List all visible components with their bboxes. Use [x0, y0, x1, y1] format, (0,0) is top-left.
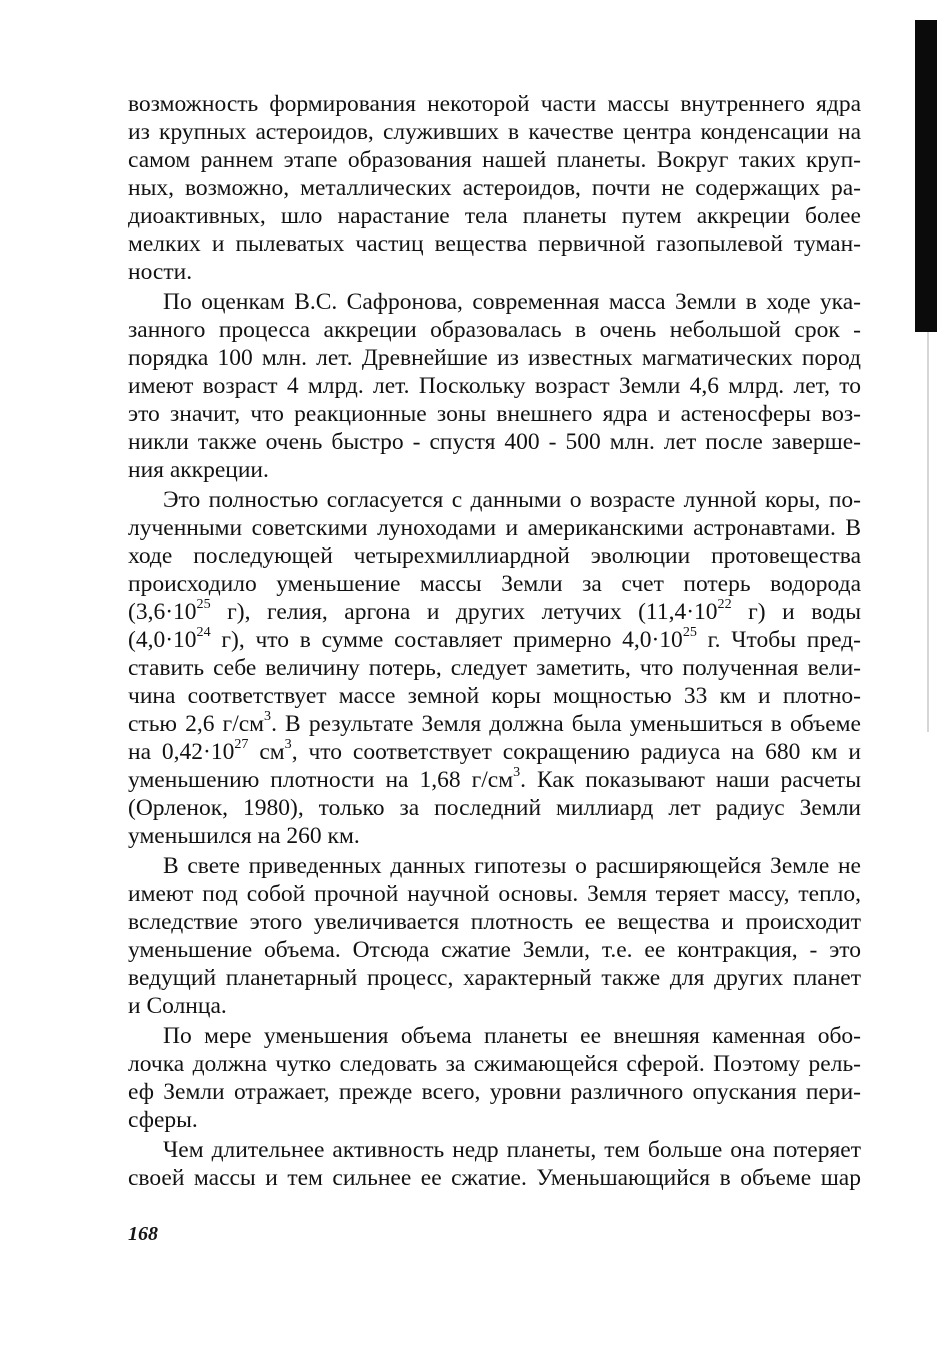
text-run: стью 2,6 г/см — [128, 711, 265, 737]
text-line: диоактивных, шло нарастание тела планеты путем аккреции более — [128, 203, 861, 229]
text-line: ведущий планетарный процесс, характерный также для других планет — [128, 965, 861, 991]
text-line: порядка 100 млн. лет. Древнейшие из известных магматических пород — [128, 345, 861, 371]
text-run: г. Чтобы пред- — [696, 627, 861, 653]
superscript: 27 — [234, 736, 249, 753]
scan-edge-line — [927, 332, 929, 732]
text-line: имеют под собой прочной научной основы. Земля теряет массу, тепло, — [128, 881, 861, 907]
superscript: 3 — [513, 764, 521, 781]
superscript: 25 — [682, 624, 697, 641]
superscript: 24 — [196, 624, 211, 641]
text-line: ности. — [128, 259, 193, 285]
paragraph — [128, 486, 861, 850]
text-run: (3,6·10 — [128, 599, 197, 625]
text-line — [128, 710, 861, 738]
text-line: ния аккреции. — [128, 457, 269, 483]
paragraph — [128, 288, 861, 484]
text-line: По мере уменьшения объема планеты ее внешняя каменная обо- — [163, 1023, 861, 1049]
paragraph — [128, 1022, 861, 1134]
paragraph — [128, 90, 861, 286]
text-line: сферы. — [128, 1107, 198, 1133]
text-line: ходе последующей четырехмиллиардной эволюции протовещества — [128, 543, 861, 569]
text-run: , что соответствует сокращению радиуса на 680 км и — [291, 739, 861, 765]
text-line — [128, 738, 861, 766]
text-run: . В результате Земля должна была уменьшиться в объеме — [271, 711, 861, 737]
text-line: еф Земли отражает, прежде всего, уровни различного опускания пери- — [128, 1079, 861, 1105]
text-line: это значит, что реакционные зоны внешнего ядра и астеносферы воз- — [128, 401, 861, 427]
text-run: (4,0·10 — [128, 627, 197, 653]
text-run: на 0,42·10 — [128, 739, 235, 765]
page-text — [128, 90, 861, 1192]
text-line: В свете приведенных данных гипотезы о расширяющейся Земле не — [163, 853, 861, 879]
text-line — [128, 598, 861, 626]
superscript: 3 — [264, 708, 272, 725]
superscript: 25 — [196, 596, 211, 613]
text-line — [128, 626, 861, 654]
text-line: ставить себе величину потерь, следует заметить, что полученная вели- — [128, 655, 861, 681]
text-line: вследствие этого увеличивается плотность ее вещества и происходит — [128, 909, 861, 935]
text-run: уменьшению плотности на 1,68 г/см — [128, 767, 514, 793]
text-run: см — [248, 739, 285, 765]
text-line: Это полностью согласуется с данными о возрасте лунной коры, по- — [163, 487, 861, 513]
text-line: лученными советскими луноходами и американскими астронавтами. В — [128, 515, 861, 541]
page-number: 168 — [128, 1223, 158, 1245]
text-run: . Как показывают наши расчеты — [520, 767, 861, 793]
superscript: 22 — [717, 596, 732, 613]
text-line: происходило уменьшение массы Земли за счет потерь водорода — [128, 571, 861, 597]
superscript: 3 — [284, 736, 292, 753]
text-run: г), что в сумме составляет примерно 4,0·10 — [210, 627, 683, 653]
text-line: из крупных астероидов, служивших в качестве центра конденсации на — [128, 119, 861, 145]
paragraph — [128, 1136, 861, 1192]
text-line: и Солнца. — [128, 993, 227, 1019]
text-line: уменьшение объема. Отсюда сжатие Земли, т.е. ее контракция, - это — [128, 937, 861, 963]
text-line: имеют возраст 4 млрд. лет. Поскольку возраст Земли 4,6 млрд. лет, то — [128, 373, 861, 399]
text-line: своей массы и тем сильнее ее сжатие. Уменьшающийся в объеме шар — [128, 1165, 861, 1191]
text-line: По оценкам В.С. Сафронова, современная масса Земли в ходе ука- — [163, 289, 861, 315]
paragraph — [128, 852, 861, 1020]
text-line: занного процесса аккреции образовалась в очень небольшой срок - — [128, 317, 861, 343]
text-run: г), гелия, аргона и других летучих (11,4·10 — [210, 599, 718, 625]
text-line: Чем длительнее активность недр планеты, тем больше она потеряет — [163, 1137, 861, 1163]
text-line: лочка должна чутко следовать за сжимающейся сферой. Поэтому рель- — [128, 1051, 861, 1077]
text-line: самом раннем этапе образования нашей планеты. Вокруг таких круп- — [128, 147, 861, 173]
scan-edge-mark — [915, 20, 937, 332]
text-line: чина соответствует массе земной коры мощностью 33 км и плотно- — [128, 683, 861, 709]
text-line: возможность формирования некоторой части массы внутреннего ядра — [128, 91, 861, 117]
text-line: мелких и пылеватых частиц вещества первичной газопылевой туман- — [128, 231, 861, 257]
text-line: никли также очень быстро - спустя 400 - 500 млн. лет после заверше- — [128, 429, 861, 455]
text-line: ных, возможно, металлических астероидов, почти не содержащих ра- — [128, 175, 861, 201]
text-line: уменьшился на 260 км. — [128, 823, 360, 849]
text-run: г) и воды — [731, 599, 861, 625]
text-line — [128, 766, 861, 794]
text-line: (Орленок, 1980), только за последний миллиард лет радиус Земли — [128, 795, 861, 821]
